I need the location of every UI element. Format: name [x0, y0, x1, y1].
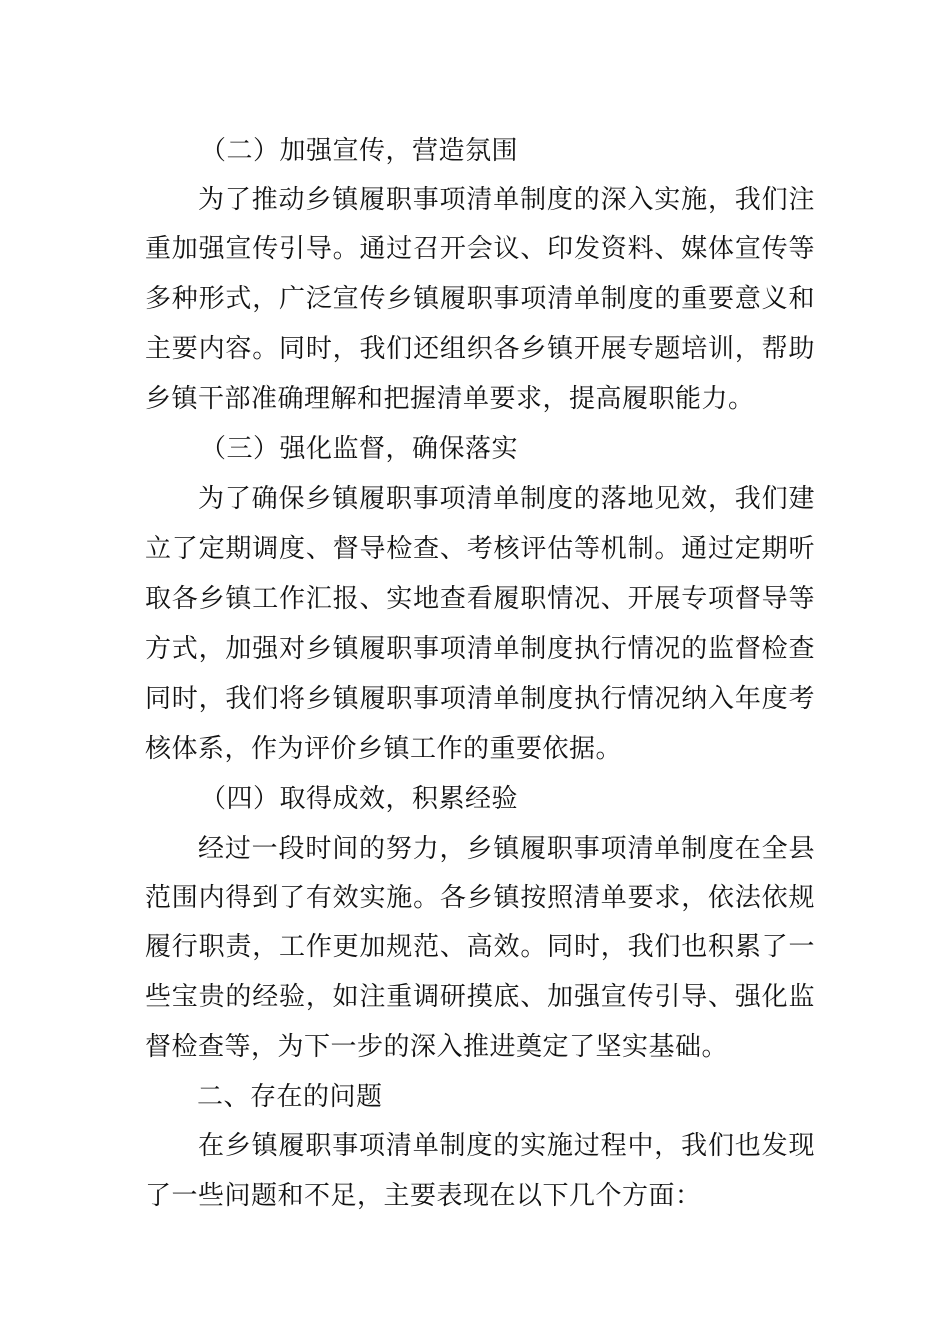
paragraph-line: 了一些问题和不足，主要表现在以下几个方面： [145, 1181, 702, 1211]
paragraph-line: 范围内得到了有效实施。各乡镇按照清单要求，依法依规 [145, 883, 815, 913]
section-heading-4: （四）取得成效，积累经验 [200, 784, 519, 814]
part-heading-2: 二、存在的问题 [197, 1082, 383, 1112]
paragraph-line: 同时，我们将乡镇履职事项清单制度执行情况纳入年度考 [145, 684, 815, 714]
paragraph-line: 在乡镇履职事项清单制度的实施过程中，我们也发现 [198, 1131, 815, 1161]
paragraph-line: 乡镇干部准确理解和把握清单要求，提高履职能力。 [145, 384, 755, 414]
paragraph-line: 履行职责，工作更加规范、高效。同时，我们也积累了一 [145, 932, 815, 962]
paragraph-line: 督检查等，为下一步的深入推进奠定了坚实基础。 [145, 1032, 729, 1062]
paragraph-line: 经过一段时间的努力，乡镇履职事项清单制度在全县 [198, 834, 815, 864]
paragraph-line: 核体系，作为评价乡镇工作的重要依据。 [145, 734, 623, 764]
paragraph-line: 多种形式，广泛宣传乡镇履职事项清单制度的重要意义和 [145, 284, 815, 314]
paragraph-line: 重加强宣传引导。通过召开会议、印发资料、媒体宣传等 [145, 234, 815, 264]
paragraph-line: 立了定期调度、督导检查、考核评估等机制。通过定期听 [145, 534, 815, 564]
section-heading-2: （二）加强宣传，营造氛围 [200, 136, 519, 166]
section-heading-3: （三）强化监督，确保落实 [200, 434, 519, 464]
paragraph-line: 为了确保乡镇履职事项清单制度的落地见效，我们建 [198, 484, 815, 514]
paragraph-line: 为了推动乡镇履职事项清单制度的深入实施，我们注 [198, 185, 815, 215]
paragraph-line: 主要内容。同时，我们还组织各乡镇开展专题培训，帮助 [145, 334, 815, 364]
paragraph-line: 取各乡镇工作汇报、实地查看履职情况、开展专项督导等 [145, 584, 815, 614]
paragraph-line: 方式，加强对乡镇履职事项清单制度执行情况的监督检查 [145, 634, 815, 664]
paragraph-line: 些宝贵的经验，如注重调研摸底、加强宣传引导、强化监 [145, 982, 815, 1012]
